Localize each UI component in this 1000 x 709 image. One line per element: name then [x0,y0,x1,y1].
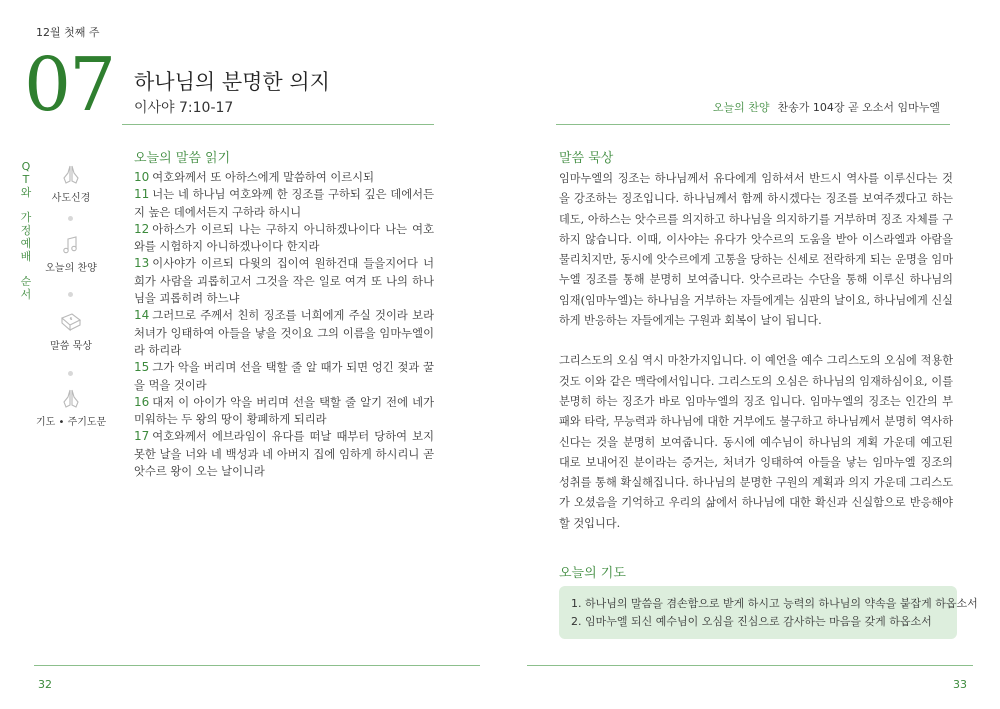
sidebar-item-hymn: 오늘의 찬양 [36,234,106,274]
divider [122,124,434,125]
praying-hands-icon [60,164,82,186]
verse: 14 그러므로 주께서 친히 징조를 너희에게 주실 것이라 보라 처녀가 잉태하여 아들을 낳을 것이요 그의 이름을 임마누엘이라 하리라 [134,308,434,357]
footer-divider [34,665,480,666]
verse: 17 여호와께서 에브라임이 유다를 떠날 때부터 당하여 보지 못한 날을 너와 네 백성과 네 아버지 집에 임하게 하시리니 곧 앗수르 왕이 오는 날이니라 [134,429,434,479]
verse: 12 아하스가 이르되 나는 구하지 아니하겠나이다 나는 여호와를 시험하지 아니하겠나이다 한지라 [134,221,434,254]
footer-divider [527,665,973,666]
prayer-box [559,586,978,639]
hymn-label: 오늘의 찬양 [712,101,770,114]
meditation-text [559,169,953,534]
step-dot [68,292,73,297]
sidebar-item-meditation: 말씀 묵상 [36,312,106,352]
sidebar-item-creed: 사도신경 [36,164,106,204]
praying-hands-icon [60,388,82,410]
verse: 13 이사야가 이르되 다윗의 집이여 원하건대 들을지어다 너희가 사람을 괴롭히고서 그것을 작은 일로 여겨 또 나의 하나님을 괴롭히려 하느냐 [134,256,434,306]
prayer-heading: 오늘의 기도 [559,566,626,581]
page-number-left: 32 [38,678,52,691]
verse: 16 대저 이 아이가 악을 버리며 선을 택할 줄 알기 전에 네가 미워하는 두 왕의 땅이 황폐하게 되리라 [134,394,434,427]
hymn-line [713,99,940,115]
music-note-icon [60,234,82,256]
verse: 11 너는 네 하나님 여호와께 한 징조를 구하되 깊은 데에서든지 높은 데에서든지 구하라 하시니 [134,187,434,219]
qt-order-vertical-label: Q T 와 가 정 예 배 순 서 [20,160,32,301]
prayer-item: 2. 임마누엘 되신 예수님이 오심을 진심으로 감사하는 마음을 갖게 하옵소서 [571,615,932,628]
step-dot [68,216,73,221]
reading-heading: 오늘의 말씀 읽기 [134,151,231,166]
prayer-item: 1. 하나님의 말씀을 겸손함으로 받게 하시고 능력의 하나님의 약속을 붙잡게 하옵소서 [571,597,978,610]
meditation-paragraph: 임마누엘의 징조는 하나님께서 유다에게 임하셔서 반드시 역사를 이루신다는 것을 강조하는 징조입니다. 하나님께서 함께 하시겠다는 징조를 보여주겠다고 하는데도, 아하스는 앗수르를 의지하고 하나님을 의지하기를 거부하며 징조 자체를 구하지 않습니다. 이때, 이사야는 유다가 앗수르의 도움을 받아 이스라엘과 아람을 물리치지만, 동시에 앗수르에게 고통을 당하는 신세로 전락하게 되는 운명을 임마누엘 징조를 통해 분명히 보여줍니다. 앗수르라는 수단을 통해 이루신 하나님의 임재(임마누엘)는 하나님을 거부하는 자들에게는 심판의 날이요, 하나님에게 신실하게 반응하는 자들에게는 구원과 회복이 날이 됩니다. [559,172,953,328]
reading-passage [134,169,434,480]
step-dot [68,371,73,376]
page-title: 하나님의 분명한 의지 [134,70,330,94]
verse: 10 여호와께서 또 아하스에게 말씀하여 이르시되 [134,170,374,184]
day-number: 07 [24,42,115,128]
hymn-value: 찬송가 104장 곧 오소서 임마누엘 [777,101,940,114]
scripture-reference: 이사야 7:10-17 [134,100,234,116]
page-number-right: 33 [953,678,967,691]
week-label: 12월 첫째 주 [36,26,100,39]
divider [556,124,950,125]
bible-book-icon [59,312,83,334]
meditation-heading: 말씀 묵상 [559,151,614,166]
sidebar-item-prayer: 기도 • 주기도문 [36,388,106,428]
verse: 15 그가 악을 버리며 선을 택할 줄 알 때가 되면 엉긴 젖과 꿀을 먹을 것이라 [134,360,434,392]
meditation-paragraph: 그리스도의 오심 역시 마찬가지입니다. 이 예언을 예수 그리스도의 오심에 적용한 것도 이와 같은 맥락에서입니다. 그리스도의 오심은 하나님의 임재하심이요, 이를 분명히 하는 징조가 바로 임마누엘의 징조 입니다. 임마누엘의 징조는 인간의 부패와 타락, 무능력과 하나님에 대한 거부에도 불구하고 하나님께서 분명히 역사하신다는 것을 분명히 보여줍니다. 동시에 예수님이 하나님의 계획 가운데 예고된 대로 보내어진 분이라는 증거는, 처녀가 잉태하여 아들을 낳는 임마누엘 징조의 성취를 통해 확실해집니다. 하나님의 분명한 구원의 계획과 의지 가운데 그리스도가 오셨음을 기억하고 우리의 삶에서 하나님에 대한 확신과 신실함으로 반응해야 할 것입니다. [559,354,953,530]
